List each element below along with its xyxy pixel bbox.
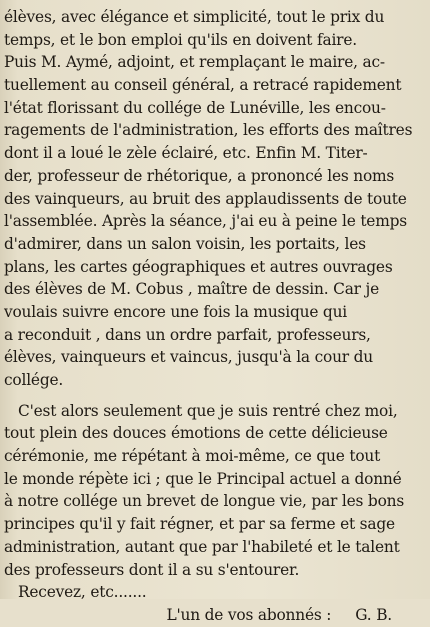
paragraph-1 — [4, 6, 418, 392]
text-line: tuellement au conseil général, a retracé rapidement — [4, 76, 402, 95]
signature-initials: G. B. — [355, 605, 392, 624]
text-line: Puis M. Aymé, adjoint, et remplaçant le maire, ac- — [4, 53, 385, 72]
text-line: plans, les cartes géographiques et autres ouvrages — [4, 257, 393, 276]
text-line: l'assemblée. Après la séance, j'ai eu à peine le temps — [4, 212, 407, 231]
text-line: der, professeur de rhétorique, a prononcé les noms — [4, 166, 395, 185]
signature-text: L'un de vos abonnés : — [166, 605, 332, 624]
text-line: a reconduit , dans un ordre parfait, professeurs, — [4, 325, 371, 344]
text-line: administration, autant que par l'habileté et le talent — [4, 537, 400, 556]
text-line: dont il a loué le zèle éclairé, etc. Enfin M. Titer- — [4, 144, 368, 163]
text-line: des vainqueurs, au bruit des applaudissents de toute — [4, 189, 407, 208]
text-line: collége. — [4, 371, 64, 389]
text-line: temps, et le bon emploi qu'ils en doivent faire. — [4, 30, 357, 49]
text-line: voulais suivre encore une fois la musique qui — [4, 302, 348, 321]
text-line: des professeurs dont il a su s'entourer. — [4, 560, 300, 579]
text-line: le monde répète ici ; que le Principal actuel a donné — [4, 469, 402, 488]
text-line: élèves, vainqueurs et vaincus, jusqu'à la cour du — [4, 348, 374, 367]
text-line: des élèves de M. Cobus , maître de dessin. Car je — [4, 280, 380, 299]
text-line: cérémonie, me répétant à moi-même, ce que tout — [4, 447, 381, 466]
text-line: élèves, avec élégance et simplicité, tout le prix du — [4, 8, 385, 26]
paragraph-2 — [4, 400, 418, 582]
text-line: d'admirer, dans un salon voisin, les portaits, les — [4, 234, 366, 253]
text-line: ragements de l'administration, les efforts des maîtres — [4, 121, 413, 140]
text-line: principes qu'il y fait régner, et par sa ferme et sage — [4, 515, 395, 534]
text-line: à notre collége un brevet de longue vie, par les bons — [4, 492, 405, 511]
closing-line: Recevez, etc....... — [18, 583, 147, 602]
signature — [4, 604, 418, 627]
text-line: C'est alors seulement que je suis rentré chez moi, — [18, 401, 398, 420]
text-line: tout plein des douces émotions de cette délicieuse — [4, 424, 388, 443]
text-line: l'état florissant du collége de Lunéville, les encou- — [4, 98, 386, 117]
